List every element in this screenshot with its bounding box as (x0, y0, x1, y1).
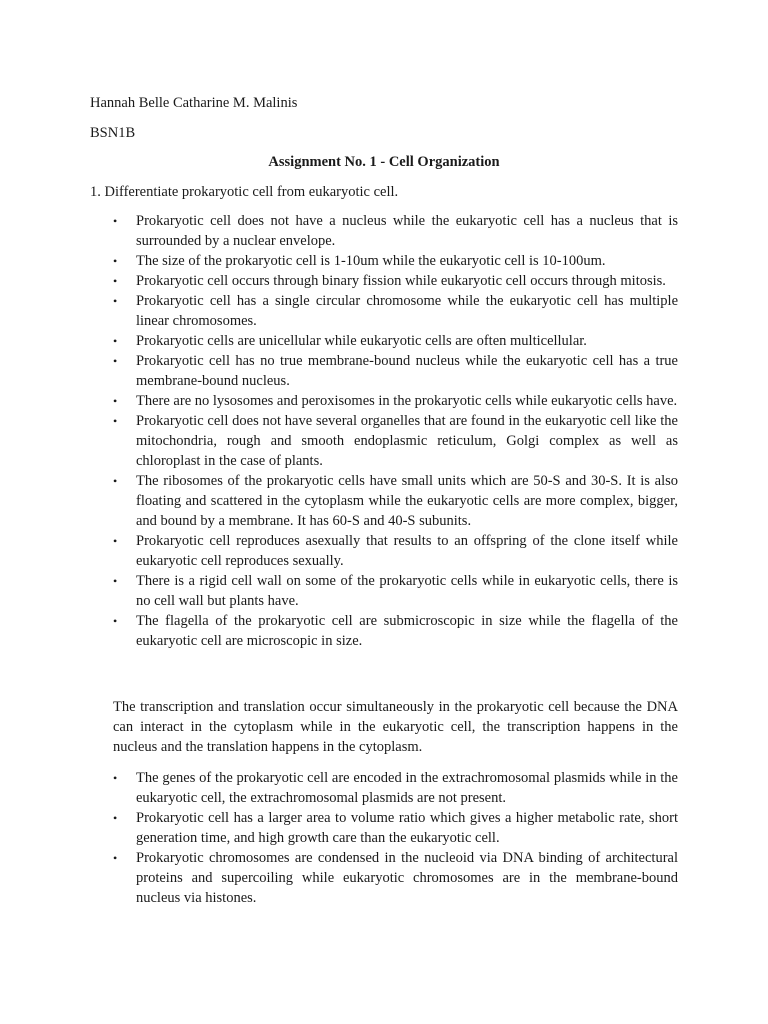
bullet-icon: • (113, 334, 118, 348)
list-item: • Prokaryotic chromosomes are condensed in the nucleoid via DNA binding of architectural proteins and supercoiling while eukaryotic chromosomes are in the membrane-bound nucleus via histones. (113, 850, 678, 906)
bullet-icon: • (113, 534, 118, 548)
list-item: • The size of the prokaryotic cell is 1-10um while the eukaryotic cell is 10-100um. (113, 253, 606, 269)
list-item: • The flagella of the prokaryotic cell are submicroscopic in size while the flagella of the eukaryotic cell are microscopic in size. (113, 613, 678, 649)
bullet-icon: • (113, 614, 118, 628)
list-item: • The genes of the prokaryotic cell are encoded in the extrachromosomal plasmids while in the eukaryotic cell, the extrachromosomal plasmids are not present. (113, 770, 678, 806)
list-item: • Prokaryotic cell has a single circular chromosome while the eukaryotic cell has multiple linear chromosomes. (113, 293, 678, 329)
question-text: 1. Differentiate prokaryotic cell from eukaryotic cell. (90, 184, 399, 200)
list-item: • There are no lysosomes and peroxisomes in the prokaryotic cells while eukaryotic cells have. (113, 393, 678, 409)
bullet-icon: • (113, 214, 118, 228)
author-name: Hannah Belle Catharine M. Malinis (90, 95, 298, 111)
list-item: • Prokaryotic cell occurs through binary fission while eukaryotic cell occurs through mitosis. (113, 273, 666, 289)
list-item: • Prokaryotic cell does not have several organelles that are found in the eukaryotic cell like the mitochondria, rough and smooth endoplasmic reticulum, Golgi complex as well as chloroplast in the case of plants. (113, 413, 678, 469)
bullet-icon: • (113, 414, 118, 428)
list-item: • Prokaryotic cell has no true membrane-bound nucleus while the eukaryotic cell has a true membrane-bound nucleus. (113, 353, 678, 389)
bullet-icon: • (113, 811, 118, 825)
bullet-icon: • (113, 294, 118, 308)
list-item: • Prokaryotic cells are unicellular while eukaryotic cells are often multicellular. (113, 333, 587, 349)
list-item: • The ribosomes of the prokaryotic cells have small units which are 50-S and 30-S. It is also floating and scattered in the cytoplasm while the eukaryotic cells are more complex, bigger, and bound by a membrane. It has 60-S and 40-S subunits. (113, 473, 678, 529)
bullet-icon: • (113, 771, 118, 785)
bullet-icon: • (113, 394, 118, 408)
bullet-icon: • (113, 254, 118, 268)
list-item: • There is a rigid cell wall on some of the prokaryotic cells while in eukaryotic cells, there is no cell wall but plants have. (113, 573, 678, 609)
list-item: • Prokaryotic cell has a larger area to volume ratio which gives a higher metabolic rate, short generation time, and high growth care than the eukaryotic cell. (113, 810, 678, 846)
bullet-icon: • (113, 274, 118, 288)
class-section: BSN1B (90, 125, 136, 141)
differences-list (113, 211, 678, 651)
list-item: • Prokaryotic cell reproduces asexually that results to an offspring of the clone itself while eukaryotic cell reproduces sexually. (113, 533, 678, 569)
transcription-paragraph: The transcription and translation occur simultaneously in the prokaryotic cell because the DNA can interact in the cytoplasm while in the eukaryotic cell, the transcription happens in the nucleus and the translation happens in the cytoplasm. (113, 699, 678, 755)
list-item: • Prokaryotic cell does not have a nucleus while the eukaryotic cell has a nucleus that is surrounded by a nuclear envelope. (113, 213, 678, 249)
bullet-icon: • (113, 474, 118, 488)
bullet-icon: • (113, 851, 118, 865)
assignment-title: Assignment No. 1 - Cell Organization (268, 154, 500, 170)
bullet-icon: • (113, 574, 118, 588)
additional-differences-list (113, 768, 678, 908)
bullet-icon: • (113, 354, 118, 368)
